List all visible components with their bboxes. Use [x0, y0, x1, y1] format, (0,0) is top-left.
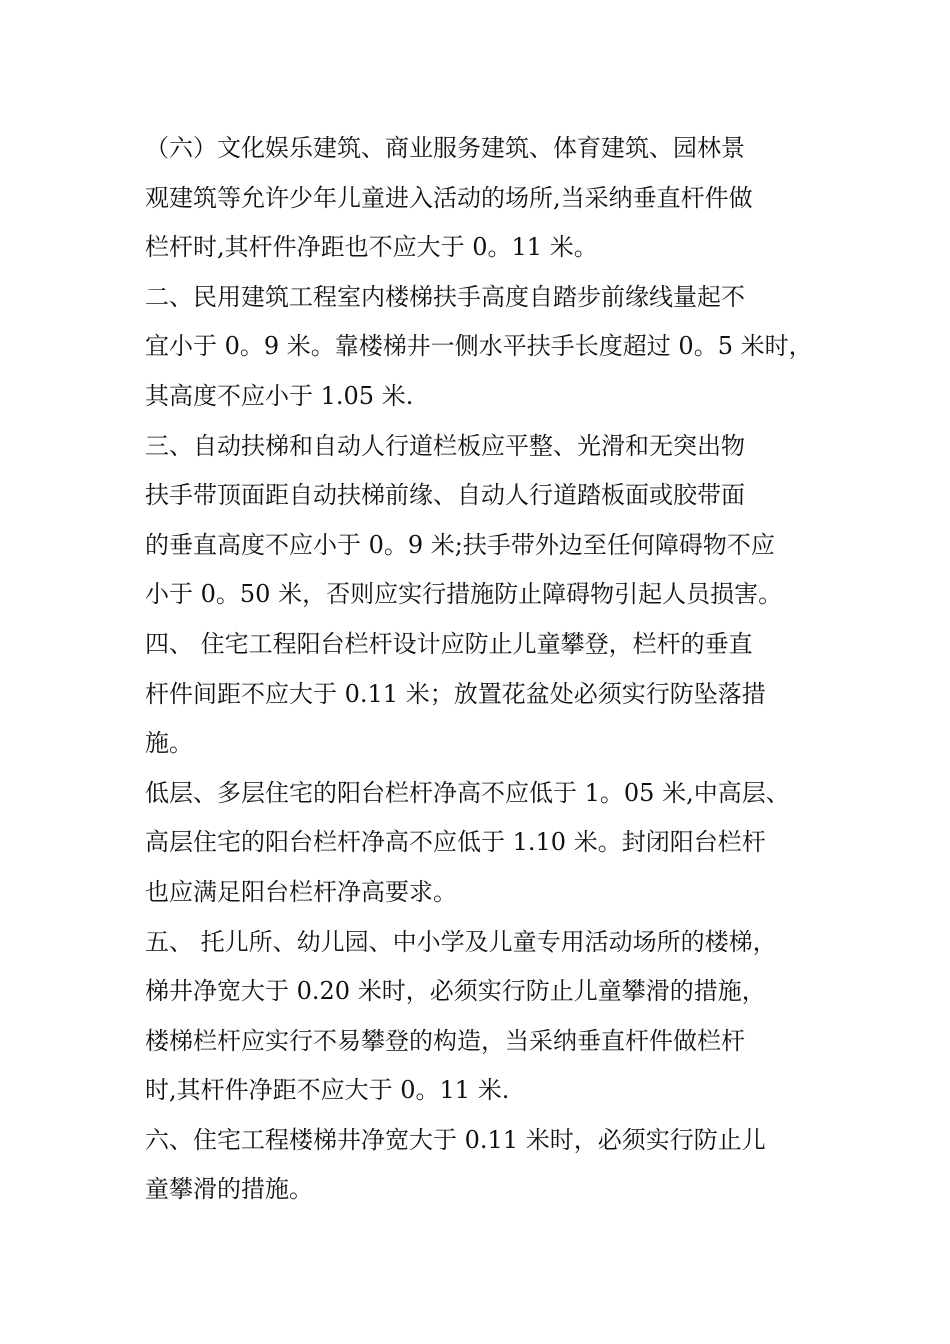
text-line: 杆件间距不应大于 0.11 米；放置花盆处必须实行防坠落措 [145, 679, 766, 708]
text-line: 五、 托儿所、幼儿园、中小学及儿童专用活动场所的楼梯， [145, 927, 777, 956]
text-line: 施。 [145, 729, 193, 758]
text-line: 二、民用建筑工程室内楼梯扶手高度自踏步前缘线量起不 [145, 282, 745, 311]
text-line: 低层、多层住宅的阳台栏杆净高不应低于 1。05 米,中高层、 [145, 778, 790, 807]
text-line: （六）文化娱乐建筑、商业服务建筑、体育建筑、园林景 [145, 134, 745, 162]
text-line: 三、自动扶梯和自动人行道栏板应平整、光滑和无突出物 [145, 431, 745, 460]
text-line: 高层住宅的阳台栏杆净高不应低于 1.10 米。封闭阳台栏杆 [145, 828, 766, 857]
text-line: 的垂直高度不应小于 0。9 米;扶手带外边至任何障碍物不应 [145, 530, 775, 559]
document-body [145, 124, 835, 1215]
text-line: 小于 0。50 米，否则应实行措施防止障碍物引起人员损害。 [145, 580, 783, 609]
text-line: 扶手带顶面距自动扶梯前缘、自动人行道踏板面或胶带面 [145, 481, 745, 510]
text-line: 四、 住宅工程阳台栏杆设计应防止儿童攀登，栏杆的垂直 [145, 629, 753, 658]
text-line: 楼梯栏杆应实行不易攀登的构造，当采纳垂直杆件做栏杆 [145, 1026, 745, 1055]
text-line: 也应满足阳台栏杆净高要求。 [145, 877, 457, 906]
text-line: 栏杆时,其杆件净距也不应大于 0。11 米。 [145, 233, 598, 262]
text-line: 宜小于 0。9 米。靠楼梯井一侧水平扶手长度超过 0。5 米时， [145, 332, 813, 361]
text-line: 六、住宅工程楼梯井净宽大于 0.11 米时，必须实行防止儿 [145, 1125, 766, 1154]
text-line: 梯井净宽大于 0.20 米时，必须实行防止儿童攀滑的措施， [145, 977, 766, 1006]
text-line: 时,其杆件净距不应大于 0。11 米. [145, 1076, 510, 1105]
text-line: 童攀滑的措施。 [145, 1175, 313, 1204]
text-line: 观建筑等允许少年儿童进入活动的场所,当采纳垂直杆件做 [145, 183, 753, 212]
text-line: 其高度不应小于 1.05 米. [145, 381, 414, 410]
